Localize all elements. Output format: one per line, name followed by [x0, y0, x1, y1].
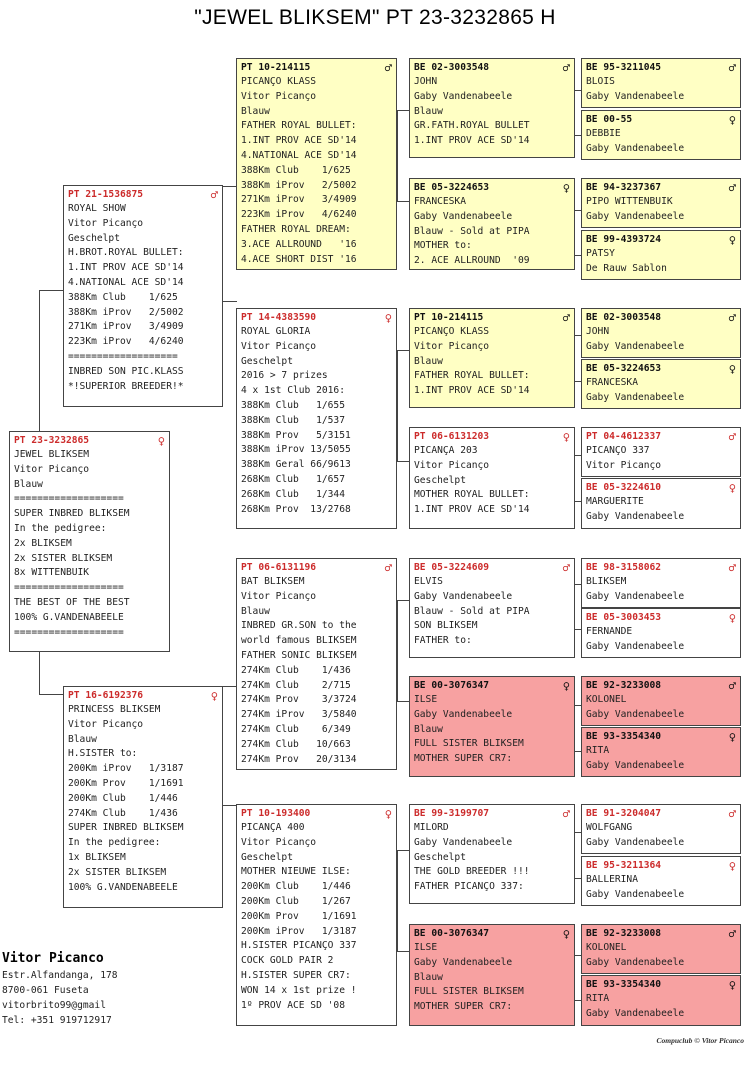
card-line: SON BLIKSEM [414, 620, 478, 632]
card-header [586, 978, 736, 992]
card-line: Blauw [414, 971, 443, 983]
pedigree-card-g13 [581, 804, 741, 854]
card-header [241, 311, 392, 325]
bird-name: PICANÇA 400 [241, 822, 305, 833]
bird-name: PICANÇO 337 [586, 445, 650, 456]
card-line: Gaby Vandenabeele [586, 836, 685, 848]
credit-text: Compuclub © Vitor Picanco [656, 1036, 744, 1045]
card-line: Gaby Vandenabeele [586, 888, 685, 900]
card-header [414, 807, 570, 821]
ring-number: BE 05-3224610 [586, 482, 662, 493]
card-line: COCK GOLD PAIR 2 [241, 955, 334, 967]
pedigree-card-g8 [581, 478, 741, 529]
bird-name: PATSY [586, 248, 615, 259]
bird-name: MILORD [414, 822, 449, 833]
owner-city: 8700-061 Fuseta [2, 985, 89, 996]
card-line: 388Km Club 1/625 [68, 291, 178, 303]
card-line: 100% G.VANDENABEELE [14, 611, 124, 623]
card-line: Blauw [414, 105, 443, 117]
ring-number: PT 10-193400 [241, 808, 311, 819]
card-line: WON 14 x 1st prize ! [241, 984, 357, 996]
card-line: FATHER to: [414, 635, 472, 647]
card-line: Blauw [241, 105, 270, 117]
pedigree-card-sdd [409, 427, 575, 529]
card-line: 268Km Club 1/657 [241, 473, 345, 485]
card-line: 4.ACE SHORT DIST '16 [241, 253, 357, 265]
card-line: FATHER PICANÇO 337: [414, 881, 524, 893]
pedigree-card-g9 [581, 558, 741, 608]
card-line: FATHER ROYAL BULLET: [414, 370, 530, 382]
card-line: In the pedigree: [14, 522, 107, 534]
card-line: Gaby Vandenabeele [414, 210, 513, 222]
card-line: world famous BLIKSEM [241, 635, 357, 647]
card-header [586, 233, 736, 247]
pedigree-card-g4 [581, 230, 741, 280]
ring-number: BE 99-3199707 [414, 808, 490, 819]
card-line: Vitor Picanço [241, 90, 317, 102]
pedigree-card-sd [236, 308, 397, 529]
female-icon: ♀ [728, 611, 736, 625]
card-line: Blauw [68, 733, 97, 745]
card-line: Vitor Picanço [241, 340, 317, 352]
card-header [68, 689, 218, 703]
ring-number: BE 05-3224653 [414, 182, 490, 193]
card-header [14, 434, 165, 448]
card-line: Blauw [414, 355, 443, 367]
male-icon: ♂ [562, 61, 570, 75]
card-line: SUPER INBRED BLIKSEM [14, 508, 130, 520]
card-line: 200Km iProv 1/3187 [241, 925, 357, 937]
ring-number: PT 10-214115 [414, 312, 484, 323]
owner-phone: Tel: +351 919712917 [2, 1015, 112, 1026]
card-line: FATHER ROYAL DREAM: [241, 223, 351, 235]
male-icon: ♂ [728, 561, 736, 575]
card-line: 200Km Club 1/267 [241, 895, 351, 907]
card-line: Vitor Picanço [241, 590, 317, 602]
ring-number: BE 95-3211364 [586, 860, 662, 871]
male-icon: ♂ [728, 679, 736, 693]
ring-number: BE 05-3224609 [414, 562, 490, 573]
ring-number: BE 92-3233008 [586, 680, 662, 691]
card-header [68, 188, 218, 202]
connector-line [39, 652, 64, 695]
card-line: Gaby Vandenabeele [414, 708, 513, 720]
card-line: Gaby Vandenabeele [586, 391, 685, 403]
card-line: 100% G.VANDENABEELE [68, 881, 178, 893]
male-icon: ♂ [728, 927, 736, 941]
card-line: 1.INT PROV ACE SD'14 [68, 262, 184, 274]
male-icon: ♂ [728, 311, 736, 325]
ring-number: PT 23-3232865 [14, 435, 90, 446]
card-line: Blauw [241, 605, 270, 617]
card-line: 223Km iProv 4/6240 [241, 209, 357, 221]
card-line: =================== [14, 626, 124, 638]
ring-number: BE 99-4393724 [586, 234, 662, 245]
card-line: 388Km Prov 5/3151 [241, 429, 351, 441]
male-icon: ♂ [384, 61, 392, 75]
bird-name: ELVIS [414, 576, 443, 587]
male-icon: ♂ [562, 561, 570, 575]
card-line: Gaby Vandenabeele [586, 759, 685, 771]
female-icon: ♀ [157, 434, 165, 448]
ring-number: PT 04-4612337 [586, 431, 662, 442]
card-line: 3.ACE ALLROUND '16 [241, 238, 357, 250]
male-icon: ♂ [728, 430, 736, 444]
card-header [414, 181, 570, 195]
bird-name: ROYAL SHOW [68, 203, 126, 214]
card-line: 2x BLIKSEM [14, 537, 72, 549]
card-line: 388Km Club 1/655 [241, 399, 345, 411]
pedigree-card-ss [236, 58, 397, 270]
bird-name: ROYAL GLORIA [241, 326, 311, 337]
connector-line [39, 290, 64, 432]
female-icon: ♀ [728, 859, 736, 873]
card-header [586, 113, 736, 127]
bird-name: JOHN [586, 326, 610, 337]
card-header [586, 181, 736, 195]
ring-number: BE 98-3158062 [586, 562, 662, 573]
owner-email: vitorbrito99@gmail [2, 1000, 106, 1011]
card-line: 200Km Prov 1/1691 [241, 910, 357, 922]
female-icon: ♀ [562, 679, 570, 693]
card-line: Gaby Vandenabeele [586, 510, 685, 522]
card-header [586, 611, 736, 625]
card-header [414, 430, 570, 444]
ring-number: BE 93-3354340 [586, 979, 662, 990]
card-line: H.BROT.ROYAL BULLET: [68, 247, 184, 259]
card-line: 388Km iProv 2/5002 [241, 179, 357, 191]
card-line: Vitor Picanço [586, 459, 662, 471]
female-icon: ♀ [562, 927, 570, 941]
female-icon: ♀ [728, 113, 736, 127]
ring-number: BE 05-3224653 [586, 363, 662, 374]
ring-number: BE 93-3354340 [586, 731, 662, 742]
bird-name: WOLFGANG [586, 822, 633, 833]
card-line: Gaby Vandenabeele [586, 708, 685, 720]
connector-line [222, 686, 237, 806]
ring-number: BE 02-3003548 [586, 312, 662, 323]
card-line: Blauw - Sold at PIPA [414, 605, 530, 617]
card-line: 4 x 1st Club 2016: [241, 385, 345, 397]
ring-number: BE 02-3003548 [414, 62, 490, 73]
card-line: *!SUPERIOR BREEDER!* [68, 380, 184, 392]
card-line: FULL SISTER BLIKSEM [414, 986, 524, 998]
pedigree-card-sire [63, 185, 223, 407]
card-line: 274Km Club 2/715 [241, 679, 351, 691]
card-line: 200Km iProv 1/3187 [68, 763, 184, 775]
card-line: 200Km Prov 1/1691 [68, 777, 184, 789]
ring-number: PT 06-6131203 [414, 431, 490, 442]
card-line: Gaby Vandenabeele [414, 836, 513, 848]
pedigree-card-g5 [581, 308, 741, 358]
card-line: Gaby Vandenabeele [586, 142, 685, 154]
bird-name: PICANÇO KLASS [414, 326, 490, 337]
card-line: Vitor Picanço [14, 463, 90, 475]
card-line: 274Km Club 1/436 [241, 664, 351, 676]
pedigree-card-ddd [409, 924, 575, 1026]
ring-number: BE 95-3211045 [586, 62, 662, 73]
pedigree-card-dss [409, 558, 575, 658]
pedigree-card-g12 [581, 727, 741, 777]
card-line: Vitor Picanço [68, 217, 144, 229]
bird-name: DEBBIE [586, 128, 621, 139]
bird-name: FRANCESKA [586, 377, 638, 388]
card-line: 388Km iProv 2/5002 [68, 306, 184, 318]
card-line: MOTHER to: [414, 240, 472, 252]
female-icon: ♀ [384, 311, 392, 325]
card-line: 388Km iProv 13/5055 [241, 444, 351, 456]
card-line: 1.INT PROV ACE SD'14 [414, 135, 530, 147]
pedigree-card-g6 [581, 359, 741, 409]
card-line: 200Km Club 1/446 [68, 792, 178, 804]
card-header [586, 362, 736, 376]
bird-name: MARGUERITE [586, 496, 644, 507]
female-icon: ♀ [384, 807, 392, 821]
pedigree-card-g11 [581, 676, 741, 726]
female-icon: ♀ [728, 481, 736, 495]
owner-name: Vitor Picanco [2, 951, 104, 966]
bird-name: BAT BLIKSEM [241, 576, 305, 587]
card-line: H.SISTER PICANÇO 337 [241, 940, 357, 952]
card-line: Gaby Vandenabeele [414, 90, 513, 102]
pedigree-card-subject [9, 431, 170, 652]
bird-name: FRANCESKA [414, 196, 466, 207]
card-line: 274Km Club 1/436 [68, 807, 178, 819]
card-line: THE GOLD BREEDER !!! [414, 866, 530, 878]
card-header [586, 807, 736, 821]
card-line: Gaby Vandenabeele [586, 340, 685, 352]
card-line: 388Km Club 1/625 [241, 164, 351, 176]
card-header [241, 561, 392, 575]
pedigree-card-ssd [409, 178, 575, 270]
pedigree-card-sss [409, 58, 575, 158]
male-icon: ♂ [562, 311, 570, 325]
ring-number: BE 92-3233008 [586, 928, 662, 939]
card-line: 274Km Club 10/663 [241, 738, 351, 750]
card-line: MOTHER SUPER CR7: [414, 1001, 513, 1013]
card-line: Gaby Vandenabeele [586, 640, 685, 652]
card-line: Blauw - Sold at PIPA [414, 225, 530, 237]
card-line: =================== [14, 493, 124, 505]
connector-line [222, 186, 237, 302]
owner-address: Estr.Alfandanga, 178 [2, 970, 118, 981]
card-line: 271Km iProv 3/4909 [241, 194, 357, 206]
male-icon: ♂ [728, 807, 736, 821]
card-line: 271Km iProv 3/4909 [68, 321, 184, 333]
bird-name: PRINCESS BLIKSEM [68, 704, 161, 715]
pedigree-card-g7 [581, 427, 741, 477]
card-header [586, 859, 736, 873]
bird-name: BLOIS [586, 76, 615, 87]
card-line: Gaby Vandenabeele [586, 210, 685, 222]
card-line: 1x BLIKSEM [68, 851, 126, 863]
card-line: FULL SISTER BLIKSEM [414, 738, 524, 750]
pedigree-card-dam [63, 686, 223, 908]
bird-name: PICANÇO KLASS [241, 76, 317, 87]
card-line: 268Km Prov 13/2768 [241, 503, 351, 515]
bird-name: KOLONEL [586, 942, 627, 953]
card-line: 274Km Club 6/349 [241, 723, 351, 735]
bird-name: ILSE [414, 942, 438, 953]
bird-name: BALLERINA [586, 874, 638, 885]
male-icon: ♂ [384, 561, 392, 575]
card-line: FATHER ROYAL BULLET: [241, 120, 357, 132]
ring-number: PT 16-6192376 [68, 690, 144, 701]
pedigree-card-g16 [581, 975, 741, 1026]
card-line: 388Km Club 1/537 [241, 414, 345, 426]
card-line: Vitor Picanço [241, 836, 317, 848]
card-header [586, 481, 736, 495]
pedigree-card-g10 [581, 608, 741, 658]
card-line: Gaby Vandenabeele [414, 590, 513, 602]
card-line: De Rauw Sablon [586, 262, 667, 274]
female-icon: ♀ [562, 181, 570, 195]
ring-number: BE 00-55 [586, 114, 633, 125]
pedigree-card-dd [236, 804, 397, 1026]
card-line: 274Km Prov 3/3724 [241, 694, 357, 706]
card-header [414, 679, 570, 693]
bird-name: BLIKSEM [586, 576, 627, 587]
card-line: Vitor Picanço [414, 340, 490, 352]
card-line: 1.INT PROV ACE SD'14 [414, 385, 530, 397]
card-header [414, 927, 570, 941]
card-line: MOTHER ROYAL BULLET: [414, 489, 530, 501]
ring-number: BE 00-3076347 [414, 680, 490, 691]
card-header [241, 61, 392, 75]
card-line: 223Km iProv 4/6240 [68, 336, 184, 348]
ring-number: PT 14-4383590 [241, 312, 317, 323]
card-line: INBRED GR.SON to the [241, 620, 357, 632]
card-line: 8x WITTENBUIK [14, 567, 90, 579]
bird-name: JEWEL BLIKSEM [14, 449, 90, 460]
card-line: 4.NATIONAL ACE SD'14 [68, 276, 184, 288]
male-icon: ♂ [728, 61, 736, 75]
card-line: Gaby Vandenabeele [586, 90, 685, 102]
pedigree-card-ds [236, 558, 397, 770]
card-line: H.SISTER SUPER CR7: [241, 969, 351, 981]
card-line: Geschelpt [414, 474, 466, 486]
card-line: 1.INT PROV ACE SD'14 [414, 504, 530, 516]
pedigree-card-g15 [581, 924, 741, 974]
card-header [586, 730, 736, 744]
bird-name: FERNANDE [586, 626, 633, 637]
card-header [414, 311, 570, 325]
bird-name: RITA [586, 993, 610, 1004]
card-header [241, 807, 392, 821]
pedigree-card-dsd [409, 676, 575, 777]
card-line: SUPER INBRED BLIKSEM [68, 822, 184, 834]
card-header [414, 561, 570, 575]
ring-number: BE 00-3076347 [414, 928, 490, 939]
card-line: 268Km Club 1/344 [241, 488, 345, 500]
card-line: Blauw [414, 723, 443, 735]
card-header [586, 61, 736, 75]
card-header [414, 61, 570, 75]
card-line: 2. ACE ALLROUND '09 [414, 255, 530, 267]
bird-name: PIPO WITTENBUIK [586, 196, 673, 207]
card-line: =================== [14, 582, 124, 594]
female-icon: ♀ [210, 689, 218, 703]
card-line: 200Km Club 1/446 [241, 881, 351, 893]
card-line: 1º PROV ACE SD '08 [241, 999, 345, 1011]
female-icon: ♀ [728, 233, 736, 247]
card-line: Geschelpt [68, 232, 120, 244]
card-line: Gaby Vandenabeele [586, 1007, 685, 1019]
bird-name: KOLONEL [586, 694, 627, 705]
card-line: GR.FATH.ROYAL BULLET [414, 120, 530, 132]
ring-number: PT 10-214115 [241, 62, 311, 73]
card-line: MOTHER NIEUWE ILSE: [241, 866, 351, 878]
ring-number: PT 21-1536875 [68, 189, 144, 200]
card-line: In the pedigree: [68, 837, 161, 849]
owner-contact [2, 950, 118, 1028]
card-line: 274Km Prov 20/3134 [241, 753, 357, 765]
card-line: MOTHER SUPER CR7: [414, 753, 513, 765]
card-line: 1.INT PROV ACE SD'14 [241, 135, 357, 147]
bird-name: ILSE [414, 694, 438, 705]
male-icon: ♂ [728, 181, 736, 195]
card-line: 2016 > 7 prizes [241, 370, 328, 382]
card-line: Vitor Picanço [68, 718, 144, 730]
card-line: 274Km iProv 3/5840 [241, 709, 357, 721]
pedigree-card-dds [409, 804, 575, 904]
card-header [586, 679, 736, 693]
pedigree-card-g3 [581, 178, 741, 228]
card-line: Geschelpt [241, 851, 293, 863]
card-line: H.SISTER to: [68, 748, 138, 760]
card-line: 388Km Geral 66/9613 [241, 459, 351, 471]
bird-name: RITA [586, 745, 610, 756]
bird-name: JOHN [414, 76, 438, 87]
female-icon: ♀ [728, 978, 736, 992]
pedigree-card-g1 [581, 58, 741, 108]
card-header [586, 311, 736, 325]
card-line: THE BEST OF THE BEST [14, 596, 130, 608]
card-line: Geschelpt [414, 851, 466, 863]
card-header [586, 561, 736, 575]
ring-number: BE 94-3237367 [586, 182, 662, 193]
ring-number: BE 91-3204047 [586, 808, 662, 819]
card-line: 2x SISTER BLIKSEM [14, 552, 113, 564]
ring-number: BE 05-3003453 [586, 612, 662, 623]
page-title: "JEWEL BLIKSEM" PT 23-3232865 H [194, 6, 556, 29]
male-icon: ♂ [210, 188, 218, 202]
card-header [586, 430, 736, 444]
card-line: Blauw [14, 478, 43, 490]
bird-name: PICANÇA 203 [414, 445, 478, 456]
male-icon: ♂ [562, 807, 570, 821]
card-line: Vitor Picanço [414, 459, 490, 471]
card-line: 4.NATIONAL ACE SD'14 [241, 149, 357, 161]
pedigree-card-sds [409, 308, 575, 408]
card-line: 2x SISTER BLIKSEM [68, 866, 167, 878]
pedigree-card-g2 [581, 110, 741, 160]
card-line: Gaby Vandenabeele [586, 590, 685, 602]
pedigree-card-g14 [581, 856, 741, 906]
female-icon: ♀ [562, 430, 570, 444]
card-line: Gaby Vandenabeele [586, 956, 685, 968]
female-icon: ♀ [728, 730, 736, 744]
card-line: =================== [68, 350, 178, 362]
card-line: FATHER SONIC BLIKSEM [241, 649, 357, 661]
card-line: Geschelpt [241, 355, 293, 367]
ring-number: PT 06-6131196 [241, 562, 317, 573]
card-header [586, 927, 736, 941]
card-line: INBRED SON PIC.KLASS [68, 365, 184, 377]
card-line: Gaby Vandenabeele [414, 956, 513, 968]
female-icon: ♀ [728, 362, 736, 376]
